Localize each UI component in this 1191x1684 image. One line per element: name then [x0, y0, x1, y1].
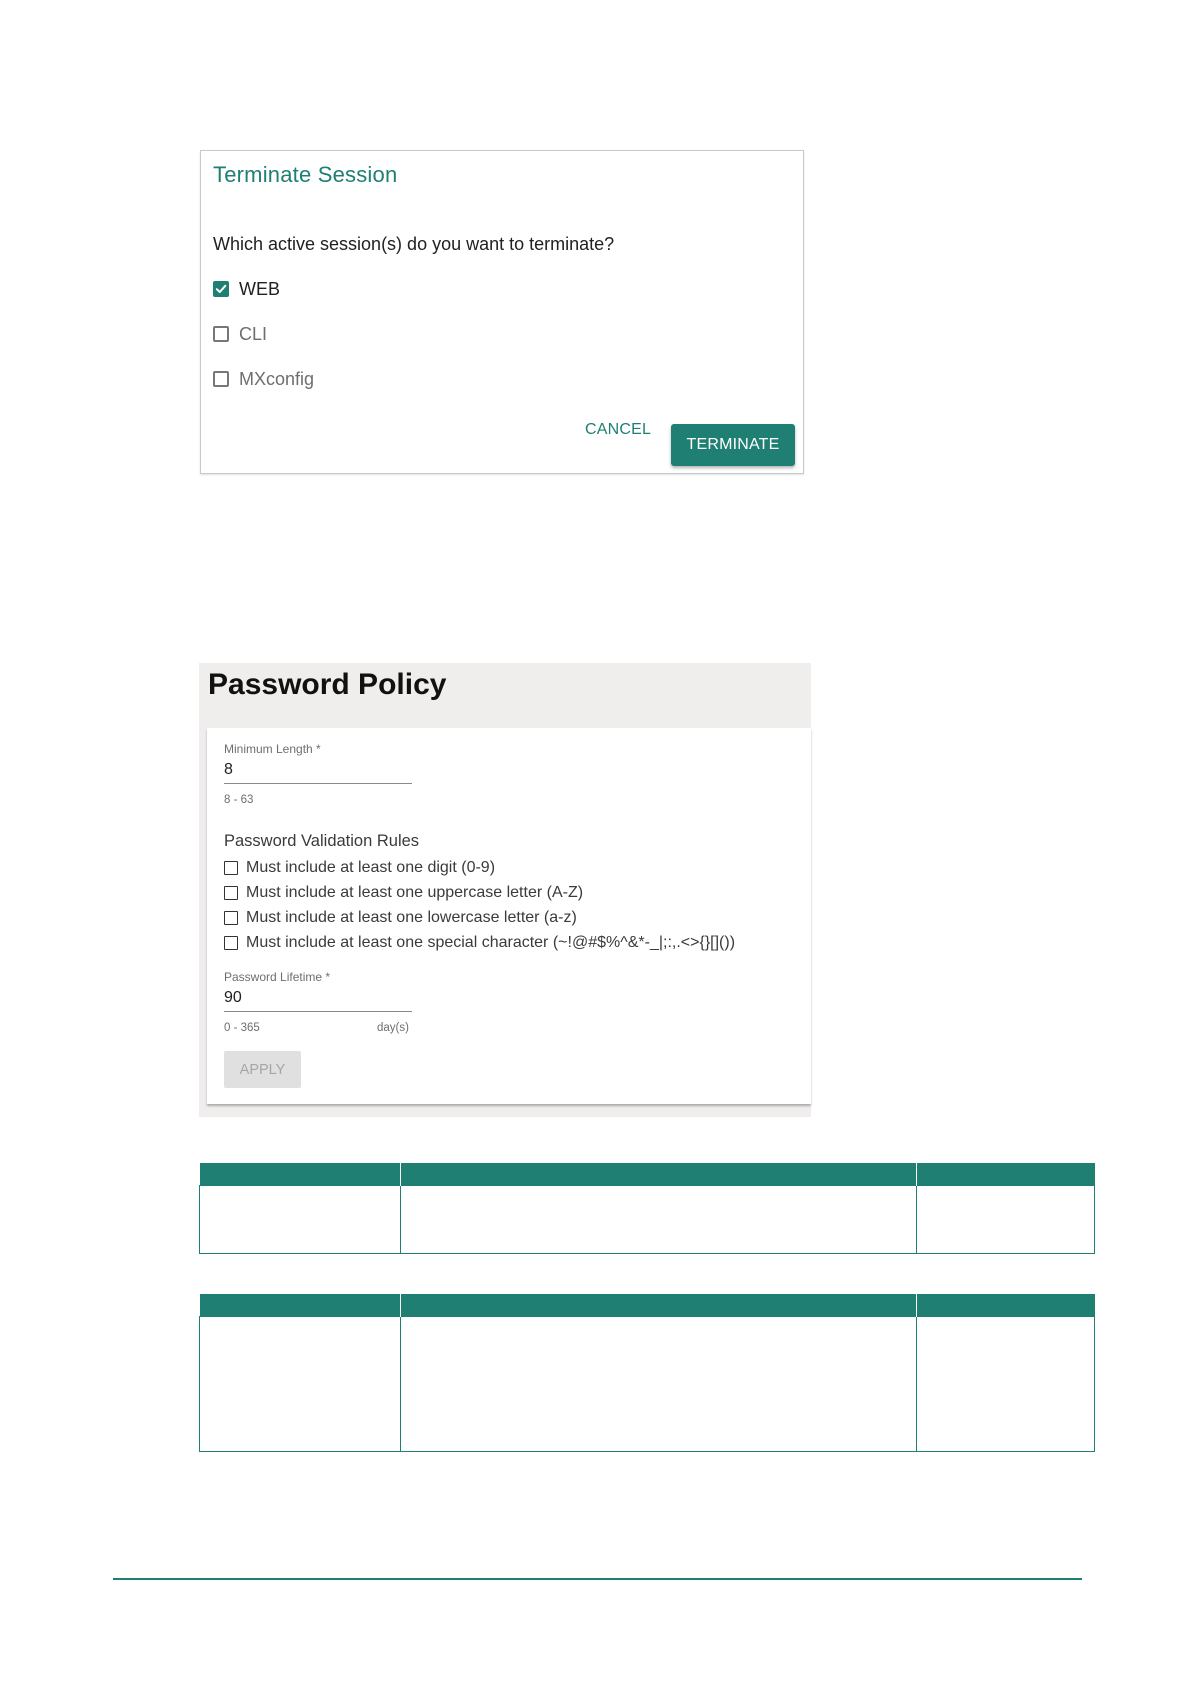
lifetime-input[interactable] — [224, 985, 412, 1012]
rule-lowercase-label: Must include at least one lowercase letter (a-z) — [246, 909, 577, 926]
table-header-row — [200, 1163, 1095, 1186]
session-option-cli[interactable] — [213, 322, 267, 346]
web-checkbox[interactable] — [213, 281, 229, 297]
table-cell — [401, 1317, 917, 1452]
mxconfig-label: MXconfig — [239, 368, 315, 389]
rules-heading: Password Validation Rules — [224, 832, 420, 850]
cli-checkbox[interactable] — [213, 326, 229, 342]
rule-uppercase-label: Must include at least one uppercase letter (A-Z) — [246, 884, 584, 901]
table-header-row — [200, 1294, 1095, 1317]
min-length-input[interactable] — [224, 757, 412, 784]
password-policy-panel — [199, 663, 811, 1117]
table-cell — [200, 1317, 401, 1452]
table-2 — [199, 1294, 1095, 1452]
session-option-mxconfig[interactable] — [213, 367, 314, 391]
page-title: Password Policy — [208, 668, 447, 701]
rule-special-label: Must include at least one special character (~!@#$%^&*-_|;:,.<>{}[]()) — [246, 934, 736, 951]
footer-divider — [113, 1578, 1082, 1580]
dialog-title: Terminate Session — [213, 162, 398, 187]
table-cell — [200, 1186, 401, 1254]
lifetime-label: Password Lifetime * — [224, 970, 331, 984]
table-header-cell — [401, 1163, 917, 1186]
min-length-label: Minimum Length * — [224, 742, 321, 756]
terminate-session-dialog — [200, 150, 804, 474]
terminate-button[interactable]: TERMINATE — [671, 424, 795, 466]
rule-special[interactable] — [224, 932, 735, 954]
table-header-cell — [200, 1163, 401, 1186]
table-header-cell — [200, 1294, 401, 1317]
table-row — [200, 1317, 1095, 1452]
lifetime-unit: day(s) — [377, 1022, 409, 1034]
cli-label: CLI — [239, 323, 268, 344]
rule-digit-label: Must include at least one digit (0-9) — [246, 859, 496, 876]
table-cell — [917, 1186, 1095, 1254]
rule-lowercase[interactable] — [224, 907, 577, 929]
rule-digit[interactable] — [224, 857, 495, 879]
checkmark-icon — [215, 283, 227, 295]
cancel-button[interactable]: CANCEL — [581, 413, 655, 447]
table-header-cell — [401, 1294, 917, 1317]
min-length-helper: 8 - 63 — [224, 794, 254, 806]
table-row — [200, 1186, 1095, 1254]
web-label: WEB — [239, 278, 281, 299]
mxconfig-checkbox[interactable] — [213, 371, 229, 387]
table-cell — [401, 1186, 917, 1254]
rule-uppercase-checkbox[interactable] — [224, 886, 238, 900]
table-cell — [917, 1317, 1095, 1452]
rule-special-checkbox[interactable] — [224, 936, 238, 950]
dialog-question: Which active session(s) do you want to terminate? — [213, 234, 615, 254]
rule-lowercase-checkbox[interactable] — [224, 911, 238, 925]
table-header-cell — [917, 1294, 1095, 1317]
rule-digit-checkbox[interactable] — [224, 861, 238, 875]
lifetime-helper: 0 - 365 — [224, 1022, 260, 1034]
table-1 — [199, 1163, 1095, 1254]
session-option-web[interactable] — [213, 277, 280, 301]
rule-uppercase[interactable] — [224, 882, 583, 904]
password-policy-card — [207, 728, 811, 1104]
table-header-cell — [917, 1163, 1095, 1186]
apply-button[interactable]: APPLY — [224, 1051, 301, 1088]
